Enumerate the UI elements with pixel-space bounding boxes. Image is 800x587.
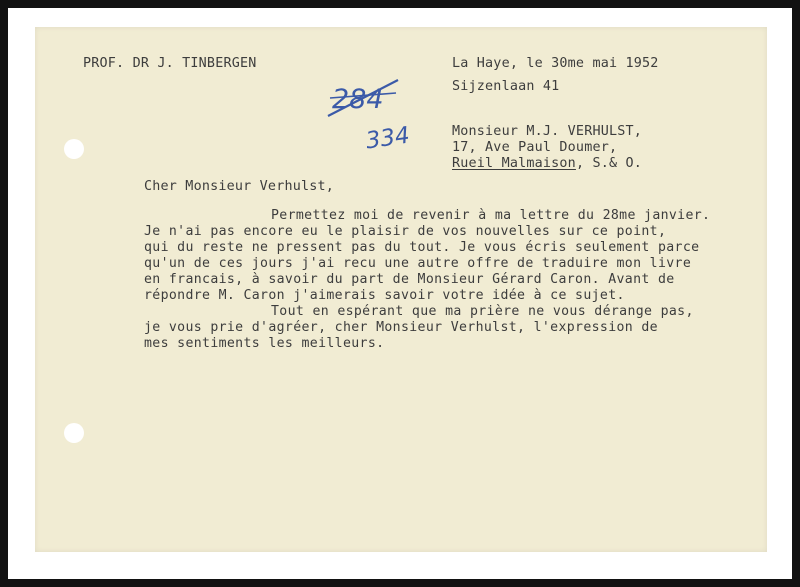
recipient-city-line (452, 156, 642, 171)
punch-hole-bottom (64, 423, 84, 443)
body-line: Tout en espérant que ma prière ne vous dérange pas, (271, 304, 694, 319)
archive-number-mark (364, 120, 414, 160)
archive-number (364, 120, 414, 164)
place-date: La Haye, le 30me mai 1952 (452, 56, 659, 71)
body-line: qu'un de ces jours j'ai recu une autre offre de traduire mon livre (144, 256, 692, 271)
recipient-street: 17, Ave Paul Doumer, (452, 140, 618, 155)
body-line: qui du reste ne pressent pas du tout. Je vous écris seulement parce (144, 240, 700, 255)
body-line: Permettez moi de revenir à ma lettre du 28me janvier. (271, 208, 711, 223)
salutation: Cher Monsieur Verhulst, (144, 179, 335, 194)
body-line: mes sentiments les meilleurs. (144, 336, 385, 351)
crossed-number-text: 284 (332, 84, 384, 115)
sender-address: Sijzenlaan 41 (452, 79, 560, 94)
punch-hole-top (64, 139, 84, 159)
body-line: je vous prie d'agréer, cher Monsieur Verhulst, l'expression de (144, 320, 658, 335)
body-line: Je n'ai pas encore eu le plaisir de vos nouvelles sur ce point, (144, 224, 667, 239)
body-line: répondre M. Caron j'aimerais savoir votre idée à ce sujet. (144, 288, 625, 303)
recipient-city: Rueil Malmaison (452, 156, 576, 171)
archive-number-text: 334 (364, 122, 412, 155)
body-line: en francais, à savoir du part de Monsieur Gérard Caron. Avant de (144, 272, 675, 287)
sender-name: PROF. DR J. TINBERGEN (83, 56, 257, 71)
recipient-region: , S.& O. (575, 156, 643, 171)
recipient-name: Monsieur M.J. VERHULST, (452, 124, 643, 139)
